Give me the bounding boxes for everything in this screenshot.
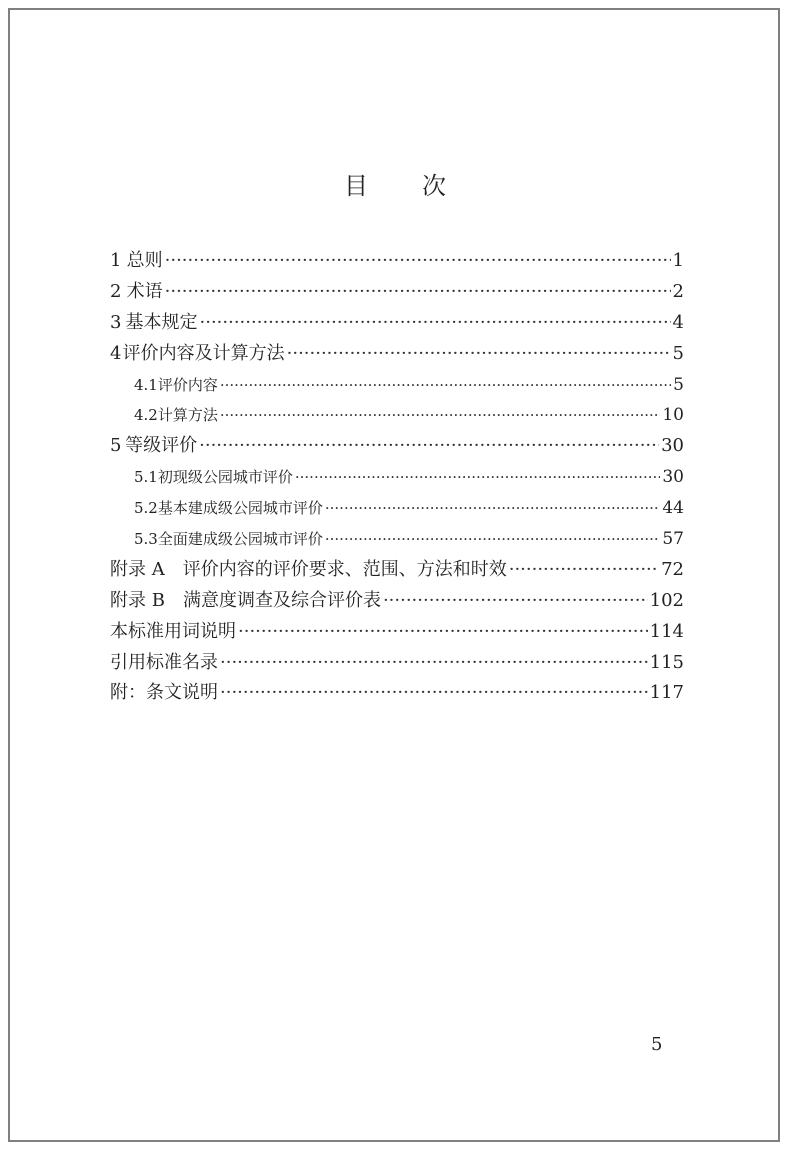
toc-entry-number: 1	[110, 250, 122, 271]
toc-entry[interactable]	[110, 462, 684, 493]
toc-entry-page: 102	[649, 589, 684, 611]
toc-entry[interactable]	[110, 555, 684, 586]
toc-entry-number: 2	[110, 280, 122, 302]
toc-entry[interactable]	[110, 617, 684, 648]
toc-entry-number: 4.1	[134, 375, 158, 394]
toc-entry-label: 评价内容	[157, 375, 218, 394]
toc-entry-page: 30	[661, 435, 684, 457]
toc-entry-page: 57	[662, 529, 684, 550]
toc-entry-number: 5.2	[134, 499, 158, 518]
toc-entry-page: 30	[662, 467, 684, 488]
toc-entry-page: 5	[672, 342, 684, 364]
toc-entry-label: 附：条文说明	[110, 682, 218, 704]
page-number: 5	[651, 1034, 663, 1055]
toc-entry-label: 初现级公园城市评价	[157, 468, 293, 487]
toc-entry-label: 引用标准名录	[110, 651, 218, 673]
toc-entry-page: 72	[661, 558, 684, 580]
toc-entry-label: 术语	[126, 280, 163, 302]
toc-entry-page: 4	[672, 311, 684, 333]
toc-entry-label: 总则	[126, 250, 163, 271]
dot-leader	[199, 431, 659, 462]
toc-entry-page: 114	[649, 620, 684, 642]
toc-entry-number: 5.1	[134, 468, 158, 487]
toc-entry-page: 1	[672, 250, 684, 271]
toc-entry-number: 5	[110, 435, 122, 457]
dot-leader	[220, 648, 648, 679]
toc-entry-label: 等级评价	[125, 435, 198, 457]
dot-leader	[238, 617, 648, 648]
toc-entry-page: 10	[662, 405, 684, 426]
toc-entry[interactable]	[110, 678, 684, 709]
toc-entry-number: 4.2	[134, 406, 158, 425]
toc-entry-page: 2	[672, 280, 684, 302]
toc-entry-label: 全面建成级公园城市评价	[157, 530, 323, 549]
dot-leader	[165, 246, 671, 277]
toc-entry-page: 117	[649, 682, 684, 704]
toc-entry-page: 5	[673, 374, 684, 395]
dot-leader	[325, 524, 660, 555]
toc-entry-label: 基本规定	[125, 311, 198, 333]
dot-leader	[165, 277, 671, 308]
dot-leader	[200, 308, 671, 339]
toc-entry-number: 4	[110, 342, 122, 364]
dot-leader	[287, 339, 671, 370]
toc-entry[interactable]	[110, 400, 684, 431]
toc-entry-label: 本标准用词说明	[110, 620, 236, 642]
toc-entry-label: 附录 B 满意度调查及综合评价表	[110, 589, 381, 611]
toc-entry-label: 基本建成级公园城市评价	[157, 499, 323, 518]
toc-entry-page: 44	[662, 498, 684, 519]
toc-entry-page: 115	[649, 651, 684, 673]
toc-entry[interactable]	[110, 339, 684, 370]
toc-entry[interactable]	[110, 277, 684, 308]
toc-entry[interactable]	[110, 431, 684, 462]
toc-entry[interactable]	[110, 648, 684, 679]
toc-entry-label: 评价内容及计算方法	[122, 342, 285, 364]
toc-title	[0, 170, 790, 202]
dot-leader	[383, 586, 648, 617]
dot-leader	[509, 555, 659, 586]
toc-entry[interactable]	[110, 493, 684, 524]
toc-entry[interactable]	[110, 586, 684, 617]
dot-leader	[220, 370, 671, 401]
toc-title-char-1: 目	[344, 172, 368, 200]
toc-entry-number: 3	[110, 311, 122, 333]
toc-title-char-2: 次	[422, 172, 446, 200]
toc-entry-label: 附录 A 评价内容的评价要求、范围、方法和时效	[110, 558, 507, 580]
toc-entry[interactable]	[110, 524, 684, 555]
toc-entry[interactable]	[110, 370, 684, 401]
dot-leader	[220, 678, 648, 709]
dot-leader	[325, 493, 660, 524]
toc-entry[interactable]	[110, 246, 684, 277]
dot-leader	[220, 400, 660, 431]
table-of-contents	[110, 246, 684, 709]
toc-entry-number: 5.3	[134, 530, 158, 549]
dot-leader	[295, 462, 660, 493]
toc-entry[interactable]	[110, 308, 684, 339]
toc-entry-label: 计算方法	[157, 406, 218, 425]
